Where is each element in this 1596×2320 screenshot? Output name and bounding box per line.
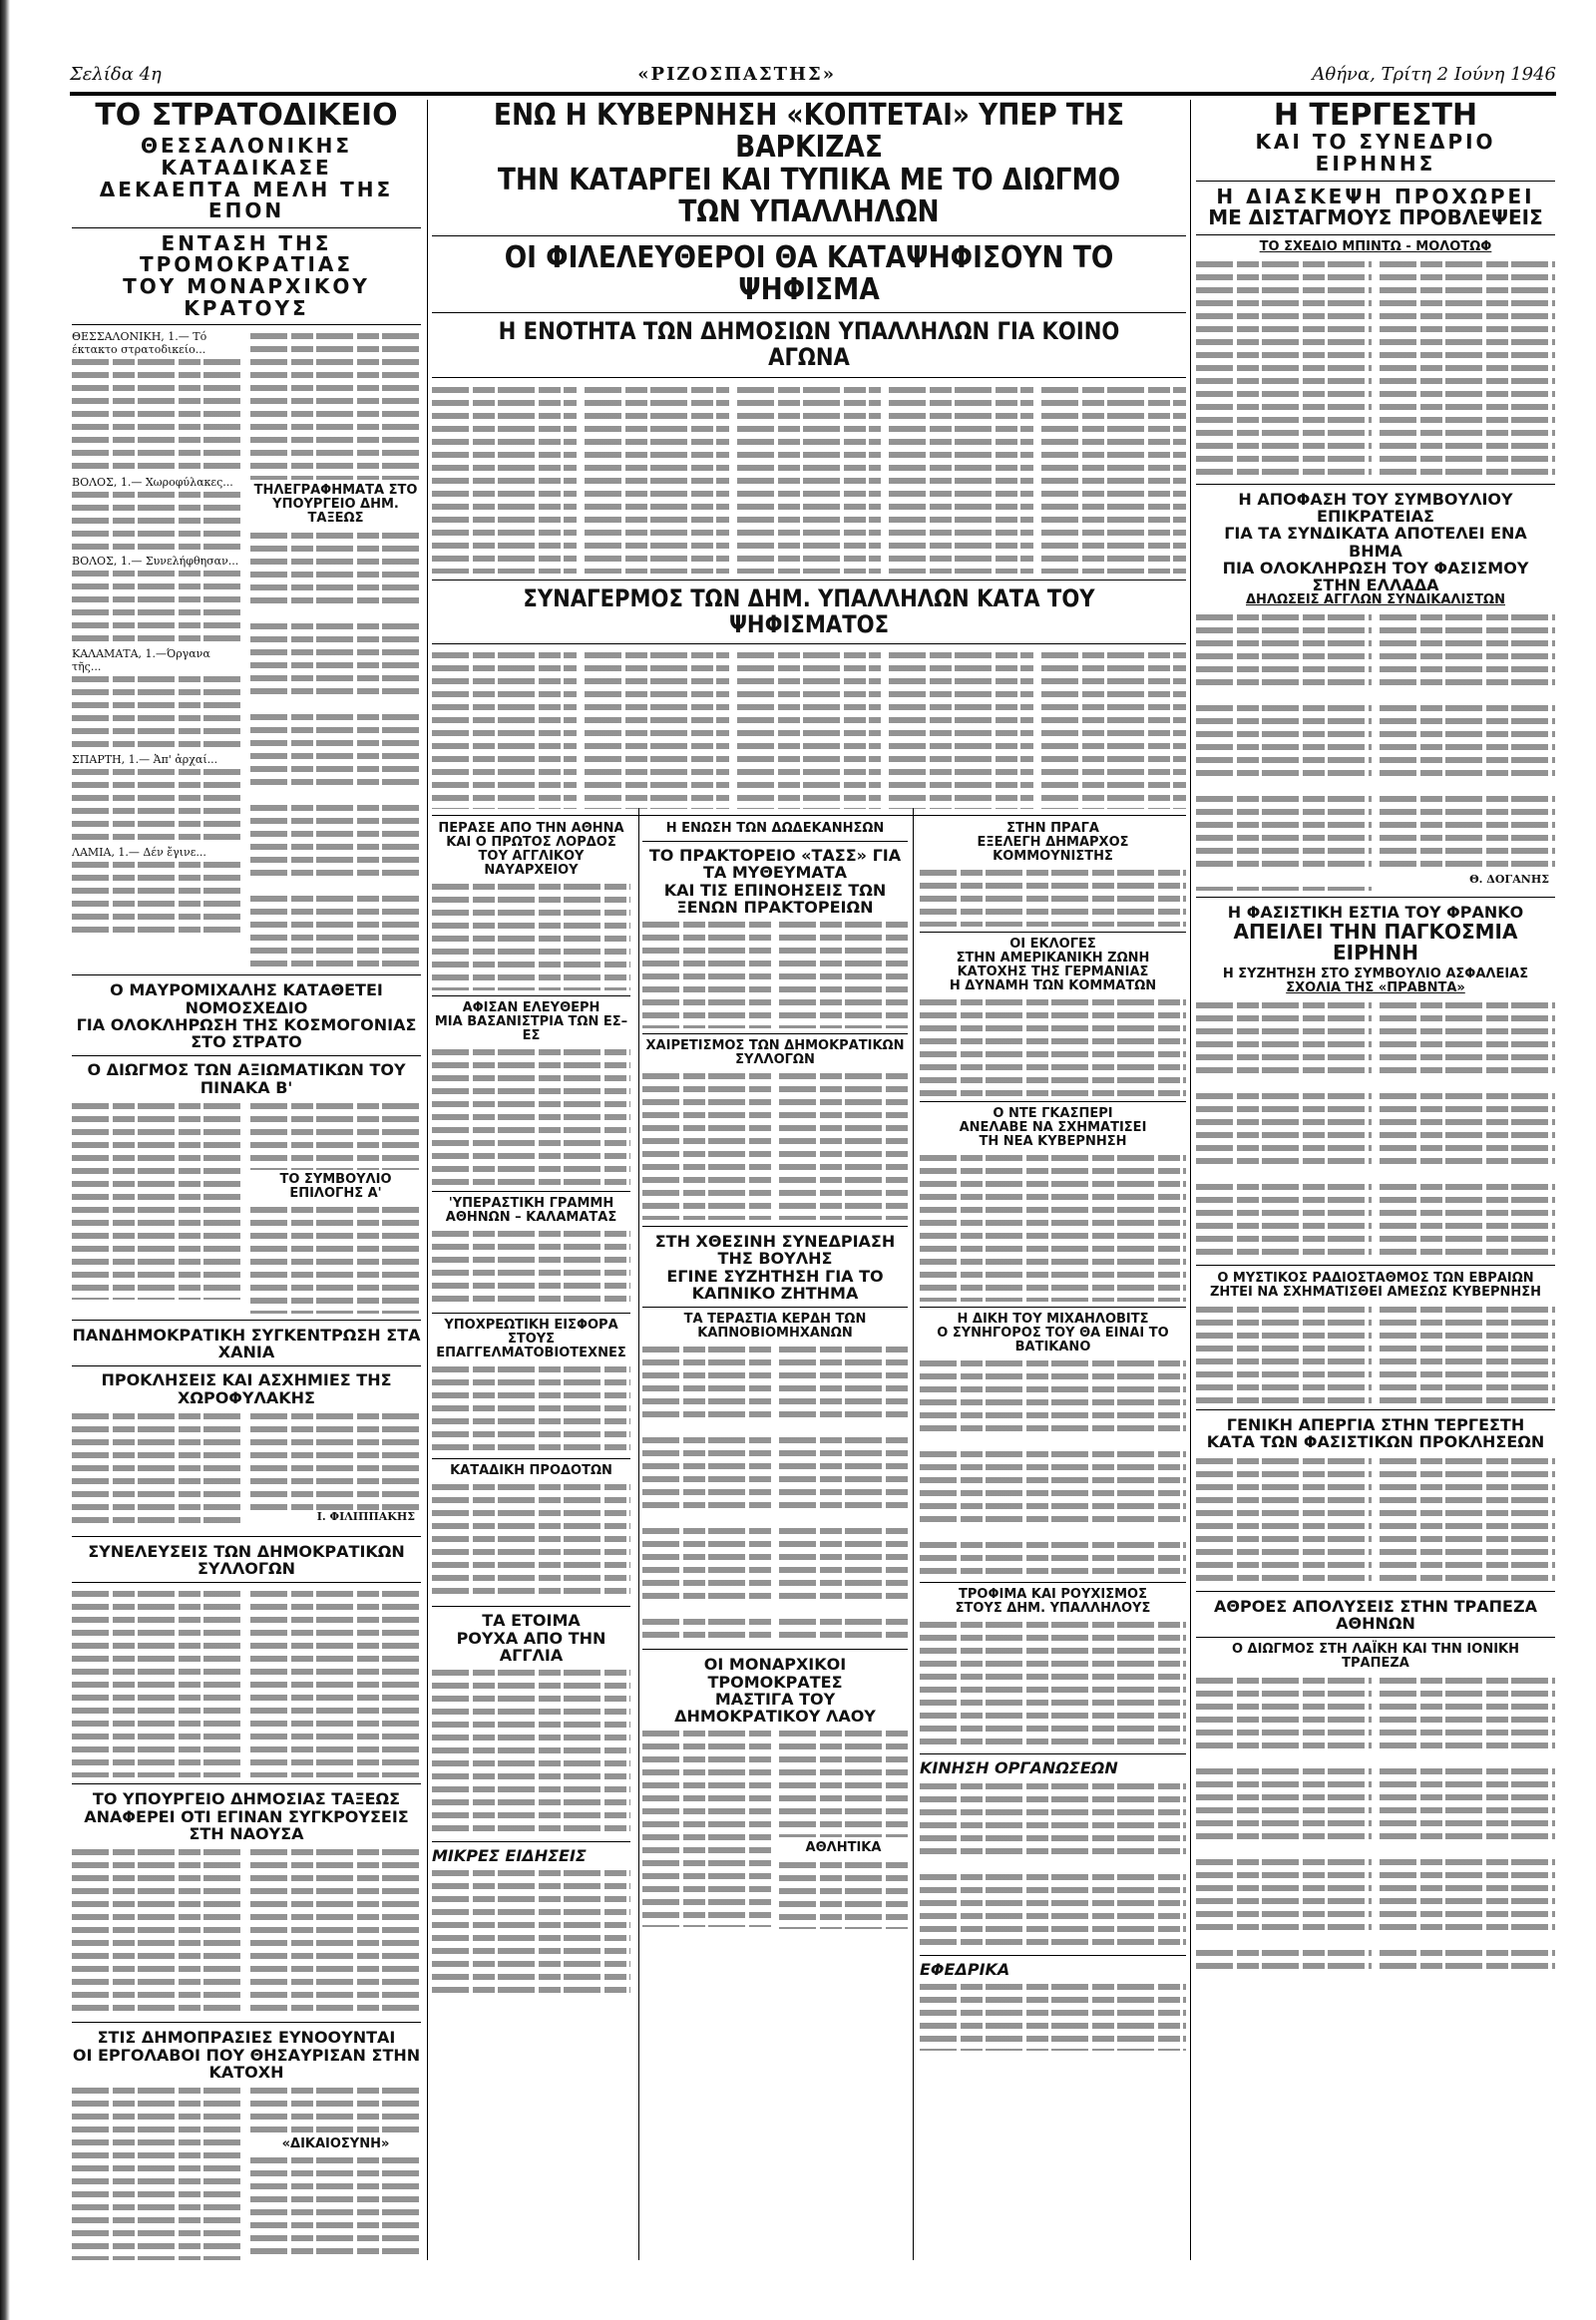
headline-chairetismos: ΧΑΙΡΕΤΙΣΜΟΣ ΤΩΝ ΔΗΜΟΚΡΑΤΙΚΩΝ ΣΥΛΛΟΓΩΝ bbox=[645, 1038, 905, 1068]
dateline: ΒΟΛΟΣ, 1.— Χωροφύλακες... bbox=[72, 476, 233, 490]
headline: ΜΙΑ ΒΑΣΑΝΙΣΤΡΙΑ ΤΩΝ ΕΣ–ΕΣ bbox=[434, 1014, 628, 1044]
headline-apolyseis: ΑΘΡΟΕΣ ΑΠΟΛΥΣΕΙΣ ΣΤΗΝ ΤΡΑΠΕΖΑ ΑΘΗΝΩΝ bbox=[1214, 1596, 1537, 1633]
headline-enotita: Η ΕΝΟΤΗΤΑ ΤΩΝ ΔΗΜΟΣΙΩΝ ΥΠΑΛΛΗΛΩΝ ΓΙΑ ΚΟΙΝΟ ΑΓΩΝΑ bbox=[498, 317, 1120, 372]
subheadline: Η ΣΥΖΗΤΗΣΗ ΣΤΟ ΣΥΜΒΟΥΛΙΟ ΑΣΦΑΛΕΙΑΣ bbox=[1222, 966, 1529, 981]
headline: ΘΕΣΣΑΛΟΝΙΚΗΣ ΚΑΤΑΔΙΚΑΣΕ bbox=[140, 134, 353, 180]
subheadline: Η ΔΥΝΑΜΗ ΤΩΝ ΚΟΜΜΑΤΩΝ bbox=[949, 978, 1157, 994]
article-body bbox=[72, 1588, 242, 1777]
article-body bbox=[1380, 611, 1555, 873]
headline-trofima: ΤΡΟΦΙΜΑ ΚΑΙ ΡΟΥΧΙΣΜΟΣ bbox=[959, 1587, 1147, 1603]
byline: Ι. ΦΙΛΙΠΠΑΚΗΣ bbox=[316, 1509, 415, 1523]
headline: ΚΟΜΜΟΥΝΙΣΤΗΣ bbox=[993, 849, 1113, 865]
headline: ΣΤΗΝ ΑΜΕΡΙΚΑΝΙΚΗ ΖΩΝΗ bbox=[956, 951, 1150, 967]
article-body bbox=[920, 1619, 1186, 1748]
headline-michailovits: Η ΔΙΚΗ ΤΟΥ ΜΙΧΑΗΛΟΒΙΤΣ bbox=[957, 1312, 1149, 1328]
article-body bbox=[889, 384, 1033, 574]
subheadline: Ο ΔΙΩΓΜΟΣ ΤΩΝ ΑΞΙΩΜΑΤΙΚΩΝ ΤΟΥ ΠΙΝΑΚΑ Β' bbox=[87, 1060, 406, 1097]
article-body bbox=[889, 649, 1033, 809]
headline: ΡΟΥΧΑ ΑΠΟ ΤΗΝ ΑΓΓΛΙΑ bbox=[456, 1628, 606, 1665]
article-body bbox=[1196, 1304, 1372, 1403]
subheadline-telegrams: ΤΗΛΕΓΡΑΦΗΜΑΤΑ ΣΤΟ ΥΠΟΥΡΓΕΙΟ ΔΗΜ. ΤΑΞΕΩΣ bbox=[253, 483, 418, 527]
headline-efedrika: ΕΦΕΔΡΙΚΑ bbox=[920, 1959, 1010, 1979]
subheadline-kerdi: ΤΑ ΤΕΡΑΣΤΙΑ ΚΕΡΔΗ ΤΩΝ ΚΑΠΝΟΒΙΟΜΗΧΑΝΩΝ bbox=[683, 1312, 867, 1342]
headline-grammi: 'ΥΠΕΡΑΣΤΙΚΗ ΓΡΑΜΜΗ bbox=[448, 1196, 614, 1212]
headline-dimoprasies: ΣΤΙΣ ΔΗΜΟΠΡΑΣΙΕΣ ΕΥΝΟΟΥΝΤΑΙ bbox=[97, 2028, 396, 2048]
headline-dodekanisa: Η ΕΝΩΣΗ ΤΩΝ ΔΩΔΕΚΑΝΗΣΩΝ bbox=[665, 820, 885, 836]
headline: ΣΤΟΥΣ ΔΗΜ. ΥΠΑΛΛΗΛΟΥΣ bbox=[955, 1601, 1151, 1617]
article-body bbox=[250, 2154, 421, 2260]
page-binding-edge bbox=[0, 0, 10, 2320]
headline: ΕΓΙΝΕ ΣΥΖΗΤΗΣΗ ΓΙΑ ΤΟ ΚΑΠΝΙΚΟ ΖΗΤΗΜΑ bbox=[666, 1266, 884, 1303]
article-body bbox=[72, 766, 242, 846]
article-body bbox=[779, 1728, 908, 1837]
subheadline: ΤΟ ΣΥΜΒΟΥΛΙΟ ΕΠΙΛΟΓΗΣ Α' bbox=[279, 1171, 392, 1201]
article-body bbox=[432, 1667, 630, 1836]
dateline: ΛΑΜΙΑ, 1.— Δέν ἔγινε... bbox=[72, 846, 206, 860]
headline-gasperi: Ο ΝΤΕ ΓΚΑΣΠΕΡΙ bbox=[993, 1106, 1113, 1122]
article-body bbox=[250, 330, 421, 480]
subheadline: Ο ΔΙΩΓΜΟΣ ΣΤΗ ΛΑΪΚΗ ΚΑΙ ΤΗΝ ΙΟΝΙΚΗ ΤΡΑΠΕΖΑ bbox=[1231, 1642, 1519, 1672]
article-body bbox=[250, 1204, 421, 1314]
article-body bbox=[779, 1859, 908, 1929]
article-body bbox=[1196, 258, 1372, 478]
article-body bbox=[250, 1100, 421, 1170]
article-body bbox=[642, 1344, 771, 1643]
headline: ΤΟΥ ΑΓΓΛΙΚΟΥ ΝΑΥΑΡΧΕΙΟΥ bbox=[478, 849, 585, 879]
headline: ΜΑΣΤΙΓΑ ΤΟΥ ΔΗΜΟΚΡΑΤΙΚΟΥ ΛΑΟΥ bbox=[674, 1689, 876, 1727]
article-body bbox=[779, 1344, 908, 1643]
article-body bbox=[642, 1728, 771, 1927]
headline-ypourgeio: ΤΟ ΥΠΟΥΡΓΕΙΟ ΔΗΜΟΣΙΑΣ ΤΑΞΕΩΣ bbox=[92, 1789, 401, 1809]
headline-tass: ΤΟ ΠΡΑΚΤΟΡΕΙΟ «ΤΑΣΣ» ΓΙΑ ΤΑ ΜΥΘΕΥΜΑΤΑ bbox=[648, 846, 902, 883]
article-body bbox=[642, 1070, 771, 1220]
article-body bbox=[72, 568, 242, 647]
headline-radiostathmos: Ο ΜΥΣΤΙΚΟΣ ΡΑΔΙΟΣΤΑΘΜΟΣ ΤΩΝ ΕΒΡΑΙΩΝ bbox=[1217, 1270, 1534, 1286]
article-body bbox=[432, 1867, 630, 1997]
article-body bbox=[1196, 999, 1372, 1259]
article-body bbox=[72, 673, 242, 753]
article-body bbox=[1196, 611, 1372, 891]
headline: ΑΘΗΝΩΝ – ΚΑΛΑΜΑΤΑΣ bbox=[445, 1210, 617, 1226]
article-body bbox=[1196, 1675, 1372, 1974]
subheadline: ΔΗΛΩΣΕΙΣ ΑΓΓΛΩΝ ΣΥΝΔΙΚΑΛΙΣΤΩΝ bbox=[1246, 592, 1505, 608]
headline-kinisi: ΚΙΝΗΣΗ ΟΡΓΑΝΩΣΕΩΝ bbox=[920, 1758, 1118, 1778]
article-body bbox=[432, 1363, 630, 1453]
article-body bbox=[250, 530, 421, 968]
article-body bbox=[1380, 1455, 1555, 1585]
article-body bbox=[1380, 258, 1555, 478]
article-body bbox=[432, 1481, 630, 1601]
newspaper-name: «ΡΙΖΟΣΠΑΣΤΗΣ» bbox=[637, 63, 837, 85]
headline-eisfora: ΥΠΟΧΡΕΩΤΙΚΗ ΕΙΣΦΟΡΑ bbox=[444, 1318, 618, 1334]
headline: ΖΗΤΕΙ ΝΑ ΣΧΗΜΑΤΙΣΘΕΙ ΑΜΕΣΩΣ ΚΥΒΕΡΝΗΣΗ bbox=[1209, 1284, 1542, 1300]
headline-mavromichalis: Ο ΜΑΥΡΟΜΙΧΑΛΗΣ ΚΑΤΑΘΕΤΕΙ ΝΟΜΟΣΧΕΔΙΟ bbox=[110, 980, 383, 1017]
headline: ΠΙΑ ΟΛΟΚΛΗΡΩΣΗ ΤΟΥ ΦΑΣΙΣΜΟΥ ΣΤΗΝ ΕΛΛΑΔΑ bbox=[1222, 558, 1529, 595]
subheadline: ΤΟΥ ΜΟΝΑΡΧΙΚΟΥ ΚΡΑΤΟΥΣ bbox=[123, 273, 370, 320]
article-body bbox=[920, 1357, 1186, 1577]
headline: ΑΝΕΛΑΒΕ ΝΑ ΣΧΗΜΑΤΙΣΕΙ bbox=[959, 1120, 1147, 1136]
headline-lordos: ΠΕΡΑΣΕ ΑΠΟ ΤΗΝ ΑΘΗΝΑ bbox=[438, 820, 624, 836]
article-body bbox=[72, 489, 242, 555]
headline: ΣΤΟΥΣ ΕΠΑΓΓΕΛΜΑΤΟΒΙΟΤΕΧΝΕΣ bbox=[436, 1332, 626, 1361]
article-body bbox=[737, 649, 882, 809]
column-right bbox=[1196, 100, 1555, 2260]
headline: ΑΠΕΙΛΕΙ ΤΗΝ ΠΑΓΚΟΣΜΙΑ ΕΙΡΗΝΗ bbox=[1233, 919, 1518, 966]
headline: ΚΑΙ Ο ΠΡΩΤΟΣ ΛΟΡΔΟΣ bbox=[446, 835, 616, 850]
headline-mikres: ΜΙΚΡΕΣ ΕΙΔΗΣΕΙΣ bbox=[432, 1846, 587, 1866]
article-body bbox=[920, 1152, 1186, 1302]
headline-katadiki: ΚΑΤΑΔΙΚΗ ΠΡΟΔΟΤΩΝ bbox=[450, 1463, 612, 1479]
article-body bbox=[1041, 649, 1186, 809]
headline: ΓΙΑ ΟΛΟΚΛΗΡΩΣΗ ΤΗΣ ΚΟΣΜΟΓΟΝΙΑΣ ΣΤΟ ΣΤΡΑΤΟ bbox=[76, 1014, 417, 1052]
article-body bbox=[779, 919, 908, 1028]
dateline: ΒΟΛΟΣ, 1.— Συνελήφθησαν... bbox=[72, 555, 239, 569]
subheadline: ΠΡΟΚΛΗΣΕΙΣ ΚΑΙ ΑΣΧΗΜΙΕΣ ΤΗΣ ΧΩΡΟΦΥΛΑΚΗΣ bbox=[101, 1370, 392, 1407]
article-body bbox=[585, 384, 729, 574]
headline-monarchikoi: ΟΙ ΜΟΝΑΡΧΙΚΟΙ ΤΡΟΜΟΚΡΑΤΕΣ bbox=[703, 1655, 847, 1692]
article-body bbox=[1380, 1675, 1555, 1974]
article-body bbox=[72, 1100, 242, 1300]
headline: ΚΑΙ ΤΙΣ ΕΠΙΝΟΗΣΕΙΣ ΤΩΝ ΞΕΝΩΝ ΠΡΑΚΤΟΡΕΙΩΝ bbox=[663, 880, 887, 917]
subcolumn-a bbox=[432, 822, 636, 2051]
page-number: Σελίδα 4η bbox=[70, 63, 162, 85]
headline-tergesti: Η ΤΕΡΓΕΣΤΗ bbox=[1273, 100, 1478, 133]
subheadline-schedio: ΤΟ ΣΧΕΔΙΟ ΜΠΙΝΤΩ - ΜΟΛΟΤΩΦ bbox=[1259, 238, 1492, 254]
headline: ΑΝΑΦΕΡΕΙ ΟΤΙ ΕΓΙΝΑΝ ΣΥΓΚΡΟΥΣΕΙΣ ΣΤΗ ΝΑΟΥΣΑ bbox=[84, 1806, 409, 1844]
subcolumn-c bbox=[914, 822, 1186, 2051]
headline: ΕΞΕΛΕΓΗ ΔΗΜΑΡΧΟΣ bbox=[977, 835, 1129, 850]
headline: Ο ΣΥΝΗΓΟΡΟΣ ΤΟΥ ΘΑ ΕΙΝΑΙ ΤΟ ΒΑΤΙΚΑΝΟ bbox=[937, 1326, 1169, 1355]
headline-stratodikeio: ΤΟ ΣΤΡΑΤΟΔΙΚΕΙΟ bbox=[95, 100, 398, 133]
folio bbox=[70, 60, 1556, 88]
article-body bbox=[432, 384, 577, 574]
column-left bbox=[72, 100, 421, 2260]
article-body bbox=[250, 1846, 421, 2016]
article-body bbox=[920, 996, 1186, 1096]
headline-main: ΕΝΩ Η ΚΥΒΕΡΝΗΣΗ «ΚΟΠΤΕΤΑΙ» ΥΠΕΡ ΤΗΣ ΒΑΡΚΙΖΑΣ bbox=[493, 100, 1125, 166]
headline: ΟΙ ΕΡΓΟΛΑΒΟΙ ΠΟΥ ΘΗΣΑΥΡΙΣΑΝ ΣΤΗΝ ΚΑΤΟΧΗ bbox=[72, 2045, 421, 2082]
article-body bbox=[250, 1410, 421, 1510]
headline: ΚΑΙ ΤΟ ΣΥΝΕΔΡΙΟ ΕΙΡΗΝΗΣ bbox=[1255, 130, 1496, 176]
byline: Θ. ΔΟΓΑΝΗΣ bbox=[1469, 873, 1549, 887]
article-body bbox=[432, 1228, 630, 1308]
headline-synagermos: ΣΥΝΑΓΕΡΜΟΣ ΤΩΝ ΔΗΜ. ΥΠΑΛΛΗΛΩΝ ΚΑΤΑ ΤΟΥ ΨΗΦΙΣΜΑΤΟΣ bbox=[523, 584, 1095, 639]
dateline: ΣΠΑΡΤΗ, 1.— Ἀπ' ἀρχαί... bbox=[72, 753, 218, 767]
headline-athlitika: ΑΘΛΗΤΙΚΑ bbox=[805, 1840, 882, 1856]
article-body bbox=[432, 649, 577, 809]
article-body bbox=[585, 649, 729, 809]
article-body bbox=[432, 1046, 630, 1186]
headline-roucha: ΤΑ ΕΤΟΙΜΑ bbox=[482, 1611, 581, 1631]
article-body bbox=[1380, 999, 1555, 1259]
headline-chania: ΠΑΝΔΗΜΟΚΡΑΤΙΚΗ ΣΥΓΚΕΝΤΡΩΣΗ ΣΤΑ ΧΑΝΙΑ bbox=[72, 1325, 421, 1362]
article-body bbox=[72, 1410, 242, 1530]
dateline: ΘΕΣΣΑΛΟΝΙΚΗ, 1.— Τό έκτακτο στρατοδικείο... bbox=[72, 330, 207, 357]
headline-fileleftheroi: ΟΙ ΦΙΛΕΛΕΥΘΕΡΟΙ ΘΑ ΚΑΤΑΨΗΦΙΣΟΥΝ ΤΟ ΨΗΦΙΣΜΑ bbox=[504, 239, 1114, 307]
headline-vouli: ΣΤΗ ΧΘΕΣΙΝΗ ΣΥΝΕΔΡΙΑΣΗ ΤΗΣ ΒΟΥΛΗΣ bbox=[654, 1232, 896, 1269]
headline-vasanistria: ΑΦΙΣΑΝ ΕΛΕΥΘΕΡΗ bbox=[462, 1000, 600, 1016]
headline: ΓΙΑ ΤΑ ΣΥΝΔΙΚΑΤΑ ΑΠΟΤΕΛΕΙ ΕΝΑ ΒΗΜΑ bbox=[1224, 524, 1527, 561]
folio-rule bbox=[70, 92, 1556, 96]
article-body bbox=[250, 2085, 421, 2134]
subcolumn-b bbox=[636, 822, 914, 2051]
article-body bbox=[920, 1780, 1186, 1950]
subheadline: ΕΝΤΑΣΗ ΤΗΣ ΤΡΟΜΟΚΡΑΤΙΑΣ bbox=[139, 230, 354, 277]
headline: ΚΑΤΟΧΗΣ ΤΗΣ ΓΕΡΜΑΝΙΑΣ bbox=[957, 965, 1149, 980]
article-body bbox=[1041, 384, 1186, 574]
article-body bbox=[642, 919, 771, 1028]
issue-date: Αθήνα, Τρίτη 2 Ιούνη 1946 bbox=[1312, 63, 1556, 85]
headline-diaskepsi: Η ΔΙΑΣΚΕΨΗ ΠΡΟΧΩΡΕΙ bbox=[1216, 184, 1535, 208]
headline: ΤΗ ΝΕΑ ΚΥΒΕΡΝΗΣΗ bbox=[979, 1134, 1127, 1150]
subheadline: ΣΧΟΛΙΑ ΤΗΣ «ΠΡΑΒΝΤΑ» bbox=[1286, 979, 1465, 995]
headline-apergia: ΓΕΝΙΚΗ ΑΠΕΡΓΙΑ ΣΤΗΝ ΤΕΡΓΕΣΤΗ bbox=[1226, 1415, 1525, 1434]
article-body bbox=[779, 1070, 908, 1220]
headline-ekloges: ΟΙ ΕΚΛΟΓΕΣ bbox=[1009, 937, 1096, 953]
headline: ΚΑΤΑ ΤΩΝ ΦΑΣΙΣΤΙΚΩΝ ΠΡΟΚΛΗΣΕΩΝ bbox=[1206, 1432, 1545, 1452]
subheadline: «ΔΙΚΑΙΟΣΥΝΗ» bbox=[281, 2136, 390, 2152]
headline-synelefseis: ΣΥΝΕΛΕΥΣΕΙΣ ΤΩΝ ΔΗΜΟΚΡΑΤΙΚΩΝ ΣΥΛΛΟΓΩΝ bbox=[88, 1541, 405, 1579]
article-body bbox=[920, 867, 1186, 927]
article-body bbox=[737, 384, 882, 574]
article-body bbox=[1380, 1304, 1555, 1403]
dateline: ΚΑΛΑΜΑΤΑ, 1.—Όργανα τῆς... bbox=[72, 647, 210, 674]
column-center bbox=[432, 100, 1186, 2260]
article-body bbox=[72, 356, 242, 476]
article-body bbox=[72, 2085, 242, 2260]
headline: ΔΕΚΑΕΠΤΑ ΜΕΛΗ ΤΗΣ ΕΠΟΝ bbox=[99, 177, 394, 223]
article-body bbox=[1196, 1455, 1372, 1585]
article-body bbox=[72, 859, 242, 939]
article-body bbox=[72, 1846, 242, 2016]
headline-symvoulio: Η ΑΠΟΦΑΣΗ ΤΟΥ ΣΥΜΒΟΥΛΙΟΥ ΕΠΙΚΡΑΤΕΙΑΣ bbox=[1238, 489, 1513, 527]
article-body bbox=[250, 1588, 421, 1777]
headline-franko: Η ΦΑΣΙΣΤΙΚΗ ΕΣΤΙΑ ΤΟΥ ΦΡΑΝΚΟ bbox=[1227, 903, 1524, 923]
headline-praga: ΣΤΗΝ ΠΡΑΓΑ bbox=[1006, 820, 1099, 836]
column-rule bbox=[1190, 100, 1191, 2260]
article-body bbox=[920, 1981, 1186, 2051]
column-rule bbox=[427, 100, 428, 2260]
headline-main: ΤΗΝ ΚΑΤΑΡΓΕΙ ΚΑΙ ΤΥΠΙΚΑ ΜΕ ΤΟ ΔΙΩΓΜΟ ΤΩΝ ΥΠΑΛΛΗΛΩΝ bbox=[497, 162, 1121, 230]
headline: ΜΕ ΔΙΣΤΑΓΜΟΥΣ ΠΡΟΒΛΕΨΕΙΣ bbox=[1208, 205, 1543, 230]
article-body bbox=[432, 881, 630, 990]
